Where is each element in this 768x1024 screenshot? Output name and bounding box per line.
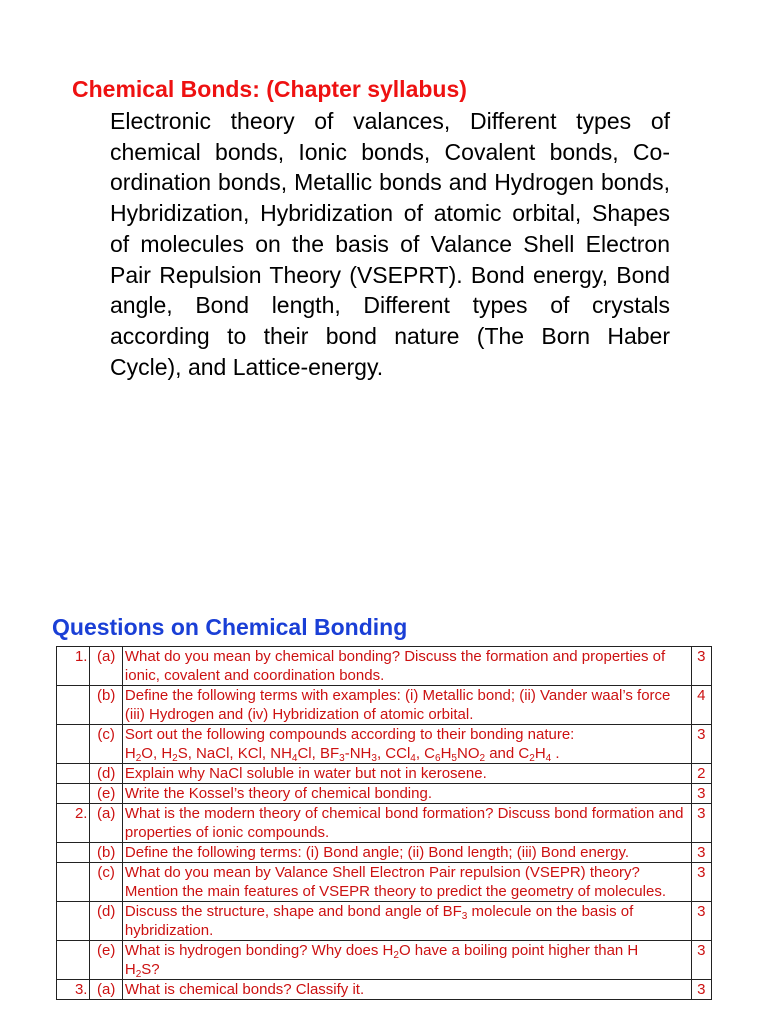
question-letter: (d)	[90, 902, 122, 941]
question-letter: (d)	[90, 764, 122, 784]
question-text-compounds	[122, 725, 691, 764]
question-letter: (e)	[90, 784, 122, 804]
table-row	[57, 941, 712, 980]
compound-formulas: $H_2O$, $H_2S$, NaCl, KCl, $NH_4Cl$, $BF_3-NH_3$, CCl$_4$, $C_6H_5NO_2$ and $C_2H_4$ .	[124, 745, 560, 764]
question-text: Write the Kossel’s theory of chemical bonding.	[122, 784, 691, 804]
question-marks: 4	[691, 686, 711, 725]
syllabus-body: Electronic theory of valances, Different types of chemical bonds, Ionic bonds, Covalent bonds, Co-ordination bonds, Metallic bonds and Hydrogen bonds, Hybridization, Hybridization of atomic orbital, Shapes of molecules on the basis of Valance Shell Electron Pair Repulsion Theory (VSEPRT). Bond energy, Bond angle, Bond length, Different types of crystals according to their bond nature (The Born Haber Cycle), and Lattice-energy.	[110, 108, 670, 380]
question-letter: (b)	[90, 686, 122, 725]
questions-table	[56, 646, 712, 1000]
question-letter: (c)	[90, 725, 122, 764]
question-text: Explain why NaCl soluble in water but not in kerosene.	[122, 764, 691, 784]
table-row	[57, 784, 712, 804]
question-number	[57, 863, 90, 902]
question-marks: 3	[691, 647, 711, 686]
table-row	[57, 647, 712, 686]
table-row	[57, 725, 712, 764]
question-marks: 3	[691, 843, 711, 863]
question-text: What do you mean by chemical bonding? Discuss the formation and properties of ionic, covalent and coordination bonds.	[122, 647, 691, 686]
table-row	[57, 843, 712, 863]
question-letter: (e)	[90, 941, 122, 980]
questions-heading: Questions on Chemical Bonding	[52, 614, 408, 640]
question-text: Define the following terms with examples: (i) Metallic bond; (ii) Vander waal’s force (iii) Hydrogen and (iv) Hybridization of atomic orbital.	[122, 686, 691, 725]
question-number	[57, 941, 90, 980]
table-row	[57, 902, 712, 941]
question-marks: 3	[691, 941, 711, 980]
question-letter: (b)	[90, 843, 122, 863]
question-text: What is the modern theory of chemical bond formation? Discuss bond formation and properties of ionic compounds.	[122, 804, 691, 843]
question-marks: 3	[691, 980, 711, 1000]
table-row	[57, 980, 712, 1000]
table-row	[57, 863, 712, 902]
question-number	[57, 784, 90, 804]
question-text: Discuss the structure, shape and bond angle of $BF_3$ molecule on the basis of hybridization.	[122, 902, 691, 941]
question-marks: 3	[691, 784, 711, 804]
question-marks: 2	[691, 764, 711, 784]
question-letter: (c)	[90, 863, 122, 902]
table-row	[57, 764, 712, 784]
question-letter: (a)	[90, 804, 122, 843]
question-number: 2.	[57, 804, 90, 843]
question-text: What do you mean by Valance Shell Electron Pair repulsion (VSEPR) theory? Mention the main features of VSEPR theory to predict the geometry of molecules.	[122, 863, 691, 902]
question-number	[57, 902, 90, 941]
question-text: Sort out the following compounds according to their bonding nature:	[124, 726, 575, 743]
question-number	[57, 843, 90, 863]
question-number: 1.	[57, 647, 90, 686]
question-text: Define the following terms: (i) Bond angle; (ii) Bond length; (iii) Bond energy.	[122, 843, 691, 863]
table-row	[57, 686, 712, 725]
question-letter: (a)	[90, 980, 122, 1000]
question-text: What is chemical bonds? Classify it.	[122, 980, 691, 1000]
question-marks: 3	[691, 902, 711, 941]
question-number	[57, 686, 90, 725]
question-number: 3.	[57, 980, 90, 1000]
question-number	[57, 764, 90, 784]
question-marks: 3	[691, 804, 711, 843]
syllabus-heading: Chemical Bonds: (Chapter syllabus)	[72, 76, 467, 102]
question-letter: (a)	[90, 647, 122, 686]
question-number	[57, 725, 90, 764]
table-row	[57, 804, 712, 843]
question-text: What is hydrogen bonding? Why does $H_2O$ have a boiling point higher than H $H_2S$?	[122, 941, 691, 980]
question-marks: 3	[691, 863, 711, 902]
question-marks: 3	[691, 725, 711, 764]
